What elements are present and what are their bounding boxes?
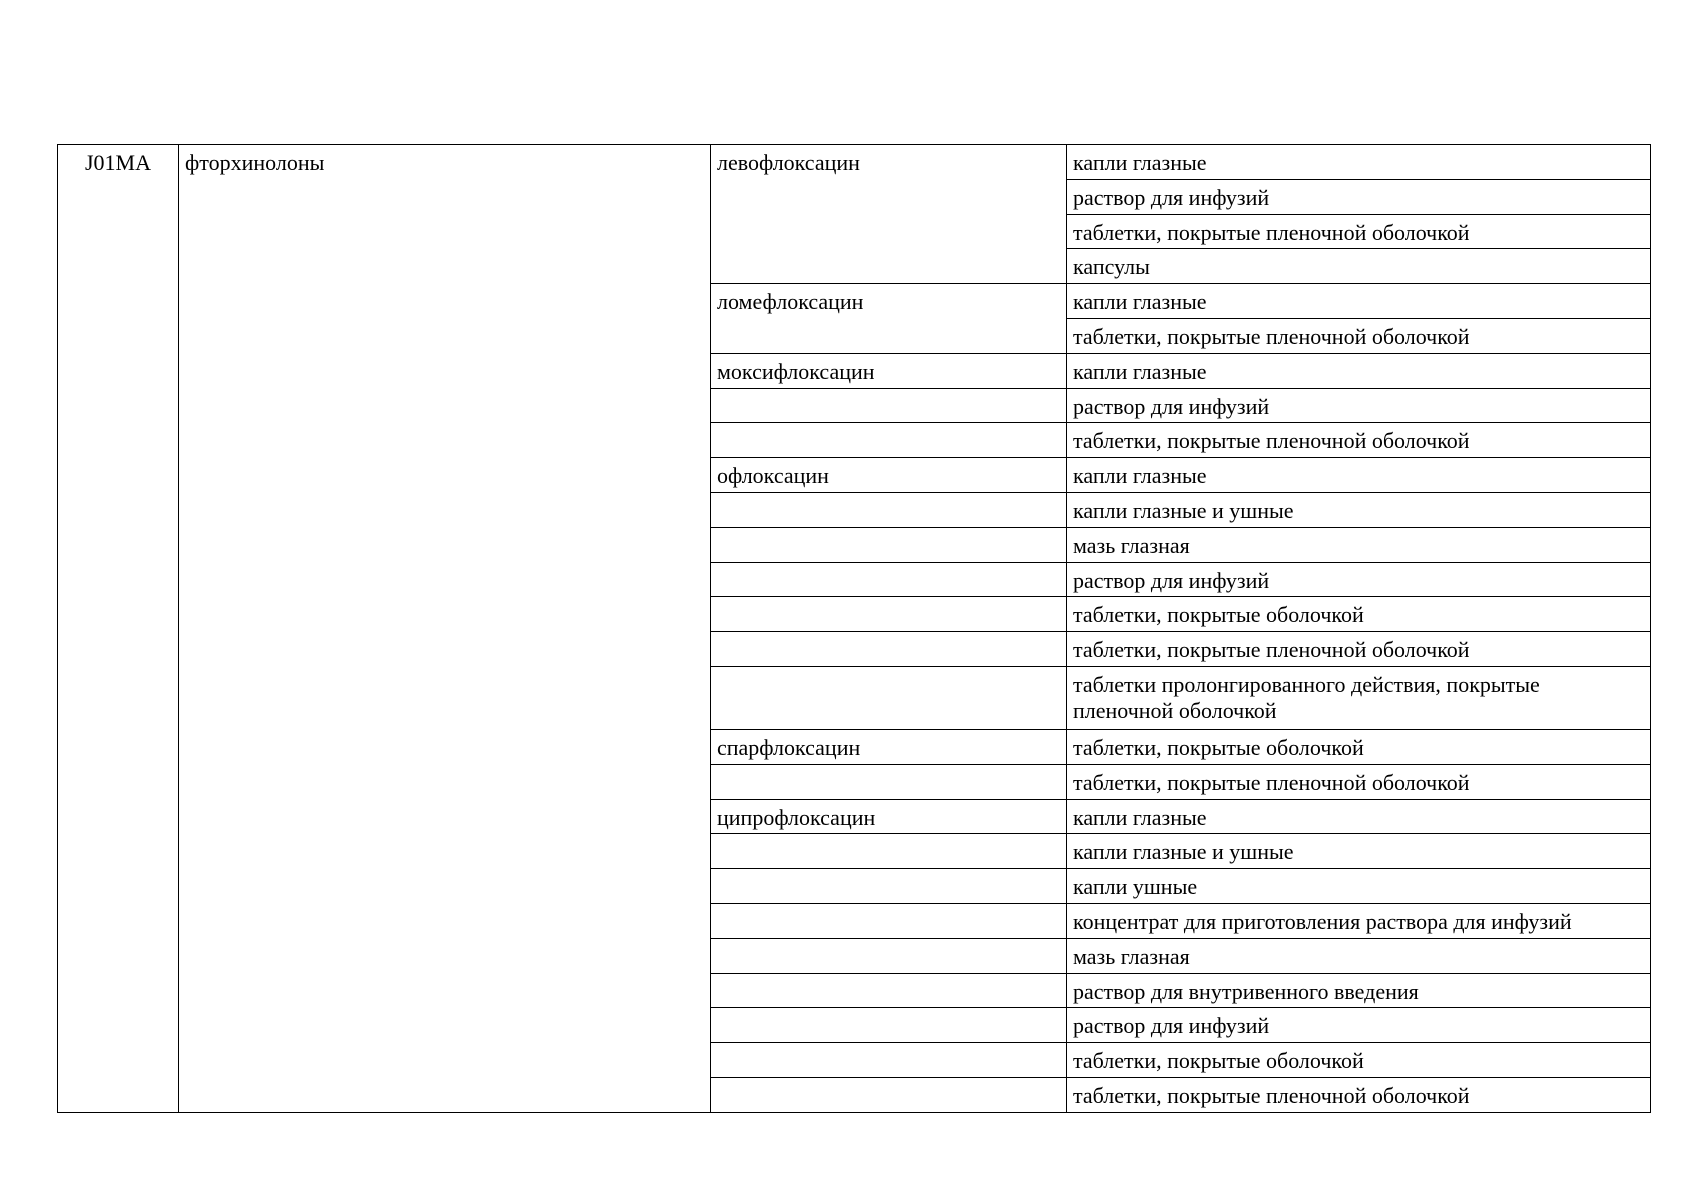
dosage-form-cell: раствор для инфузий [1067, 388, 1651, 423]
drug-table-body [58, 145, 1651, 1113]
drug-name-cell [711, 938, 1067, 973]
drug-name-cell [711, 764, 1067, 799]
drug-name-cell: моксифлоксацин [711, 353, 1067, 388]
drug-name-cell [711, 903, 1067, 938]
drug-name-cell [711, 597, 1067, 632]
drug-name-cell [711, 1043, 1067, 1078]
dosage-form-cell: капли глазные и ушные [1067, 834, 1651, 869]
drug-name-cell [711, 834, 1067, 869]
dosage-form-cell: капли глазные [1067, 458, 1651, 493]
dosage-form-cell: мазь глазная [1067, 938, 1651, 973]
dosage-form-cell: капли глазные [1067, 799, 1651, 834]
drug-name-cell [711, 423, 1067, 458]
atc-code-cell: J01MA [58, 145, 179, 1113]
dosage-form-cell: мазь глазная [1067, 527, 1651, 562]
dosage-form-cell: раствор для внутривенного введения [1067, 973, 1651, 1008]
dosage-form-cell: таблетки, покрытые пленочной оболочкой [1067, 214, 1651, 249]
group-name-cell: фторхинолоны [179, 145, 711, 1113]
dosage-form-cell: капли ушные [1067, 869, 1651, 904]
dosage-form-cell: таблетки, покрытые оболочкой [1067, 1043, 1651, 1078]
dosage-form-cell: раствор для инфузий [1067, 1008, 1651, 1043]
dosage-form-cell: таблетки, покрытые пленочной оболочкой [1067, 318, 1651, 353]
drug-name-cell: офлоксацин [711, 458, 1067, 493]
drug-table [57, 144, 1651, 1113]
drug-name-cell: левофлоксацин [711, 145, 1067, 284]
drug-name-cell [711, 869, 1067, 904]
drug-name-cell [711, 492, 1067, 527]
dosage-form-cell: таблетки, покрытые оболочкой [1067, 729, 1651, 764]
dosage-form-cell: капли глазные [1067, 353, 1651, 388]
drug-name-cell [711, 632, 1067, 667]
drug-name-cell [711, 1008, 1067, 1043]
drug-name-cell [711, 1077, 1067, 1112]
table-row [58, 145, 1651, 180]
dosage-form-cell: таблетки, покрытые пленочной оболочкой [1067, 632, 1651, 667]
drug-name-cell: ципрофлоксацин [711, 799, 1067, 834]
dosage-form-cell: таблетки, покрытые пленочной оболочкой [1067, 764, 1651, 799]
dosage-form-cell: капли глазные и ушные [1067, 492, 1651, 527]
dosage-form-cell: таблетки пролонгированного действия, покрытые пленочной оболочкой [1067, 666, 1651, 729]
drug-name-cell [711, 666, 1067, 729]
drug-name-cell [711, 527, 1067, 562]
dosage-form-cell: капли глазные [1067, 145, 1651, 180]
dosage-form-cell: таблетки, покрытые оболочкой [1067, 597, 1651, 632]
dosage-form-cell: таблетки, покрытые пленочной оболочкой [1067, 1077, 1651, 1112]
dosage-form-cell: капли глазные [1067, 284, 1651, 319]
drug-name-cell [711, 562, 1067, 597]
drug-name-cell: ломефлоксацин [711, 284, 1067, 354]
dosage-form-cell: капсулы [1067, 249, 1651, 284]
dosage-form-cell: раствор для инфузий [1067, 562, 1651, 597]
drug-name-cell: спарфлоксацин [711, 729, 1067, 764]
dosage-form-cell: таблетки, покрытые пленочной оболочкой [1067, 423, 1651, 458]
dosage-form-cell: раствор для инфузий [1067, 179, 1651, 214]
dosage-form-cell: концентрат для приготовления раствора для инфузий [1067, 903, 1651, 938]
drug-name-cell [711, 388, 1067, 423]
drug-name-cell [711, 973, 1067, 1008]
